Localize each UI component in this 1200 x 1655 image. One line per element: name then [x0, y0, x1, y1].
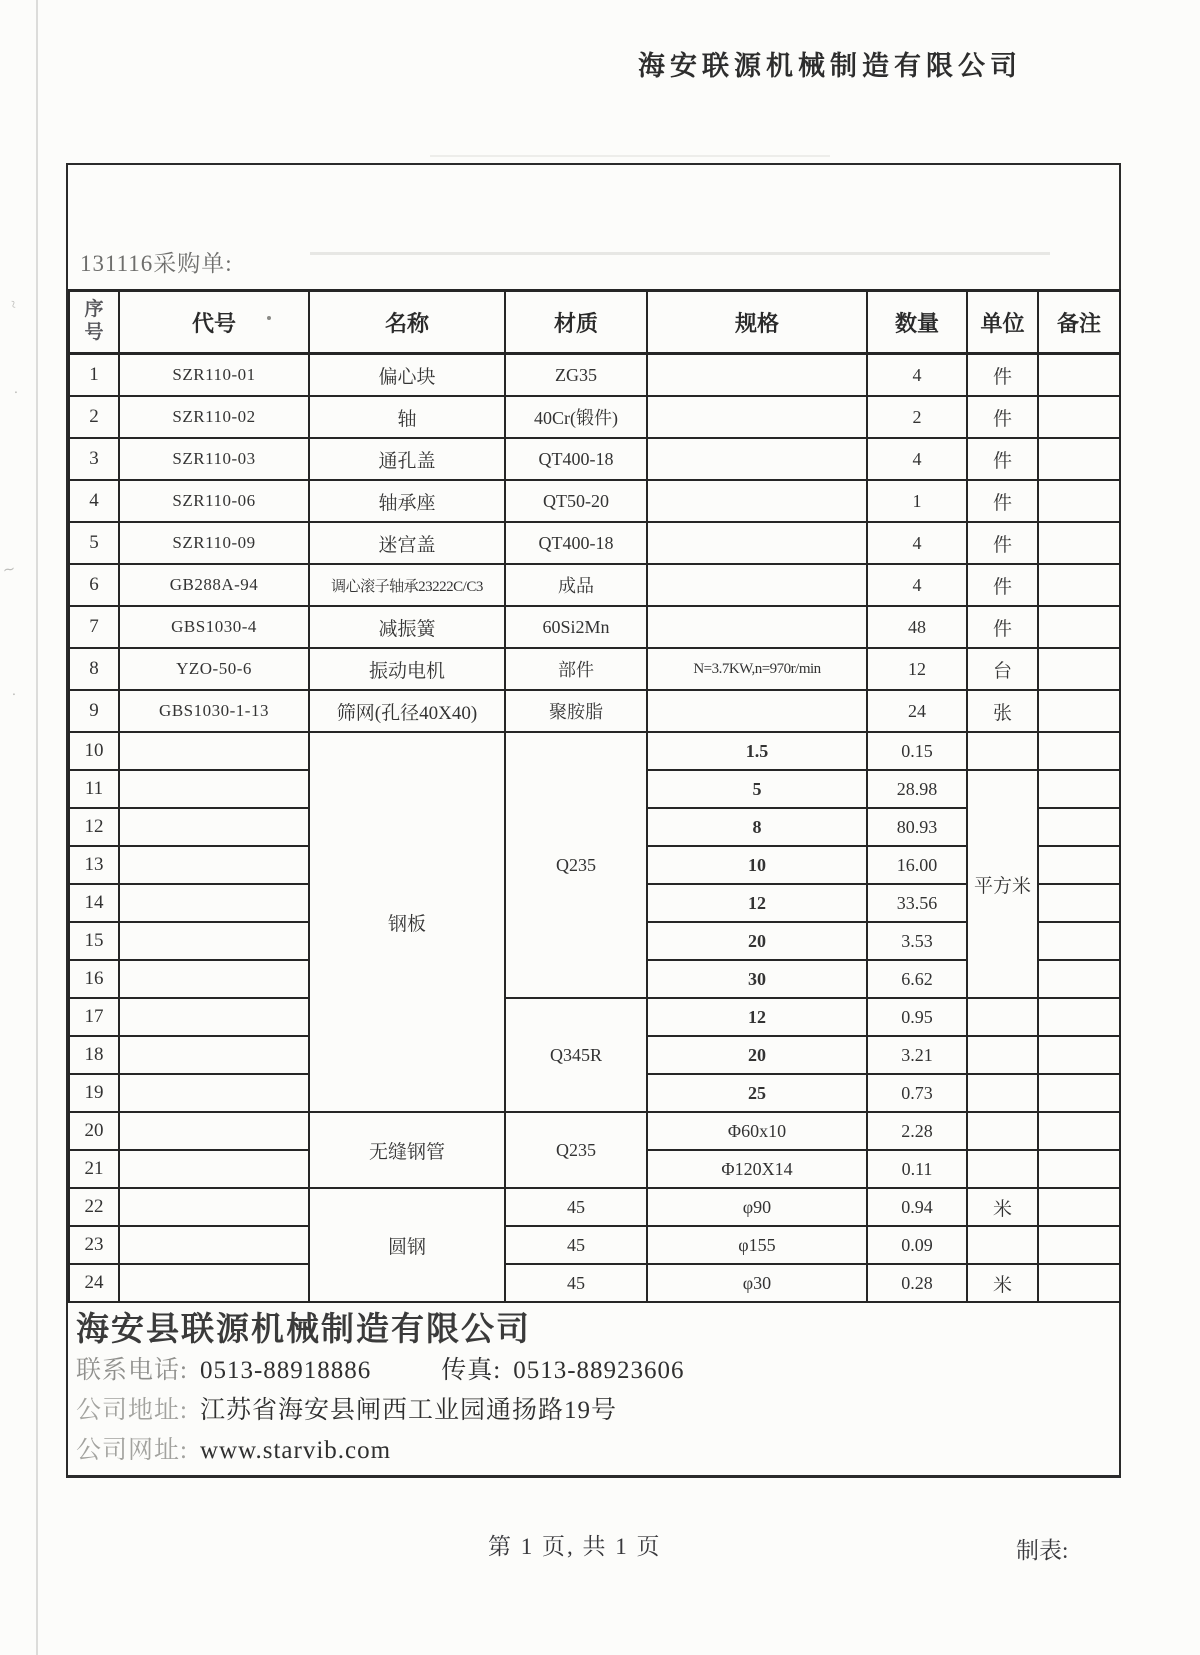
cell-note — [1038, 770, 1120, 808]
cell-qty: 0.94 — [867, 1188, 967, 1226]
cell-index: 23 — [69, 1226, 119, 1264]
cell-spec: 12 — [647, 884, 867, 922]
cell-note — [1038, 998, 1120, 1036]
cell-index: 4 — [69, 480, 119, 522]
scan-speck: · — [4, 690, 22, 699]
cell-spec: 20 — [647, 1036, 867, 1074]
column-header-qty: 数量 — [867, 291, 967, 354]
column-header-unit: 单位 — [967, 291, 1038, 354]
cell-spec: φ90 — [647, 1188, 867, 1226]
cell-material: 成品 — [505, 564, 647, 606]
scan-speck: ~ — [3, 299, 22, 310]
cell-unit: 件 — [967, 522, 1038, 564]
table-row — [69, 606, 1120, 648]
cell-material: QT400-18 — [505, 522, 647, 564]
cell-note — [1038, 1112, 1120, 1150]
table-row — [69, 690, 1120, 732]
cell-code: SZR110-09 — [119, 522, 309, 564]
table-row — [69, 1226, 1120, 1264]
cell-note — [1038, 922, 1120, 960]
cell-note — [1038, 648, 1120, 690]
cell-material: QT50-20 — [505, 480, 647, 522]
cell-material: QT400-18 — [505, 438, 647, 480]
cell-note — [1038, 1036, 1120, 1074]
cell-qty: 3.53 — [867, 922, 967, 960]
table-row — [69, 522, 1120, 564]
cell-note — [1038, 690, 1120, 732]
cell-spec — [647, 522, 867, 564]
cell-material: 60Si2Mn — [505, 606, 647, 648]
cell-spec — [647, 354, 867, 397]
cell-qty: 6.62 — [867, 960, 967, 998]
cell-index: 8 — [69, 648, 119, 690]
website-line — [76, 1431, 1119, 1471]
scan-edge-artifact — [36, 0, 38, 1655]
address-line — [76, 1391, 1119, 1431]
cell-spec — [647, 690, 867, 732]
cell-code — [119, 808, 309, 846]
cell-material: 45 — [505, 1226, 647, 1264]
cell-spec: 25 — [647, 1074, 867, 1112]
column-header-index: 序号 — [69, 291, 119, 354]
cell-qty: 0.73 — [867, 1074, 967, 1112]
cell-qty: 4 — [867, 438, 967, 480]
cell-qty: 3.21 — [867, 1036, 967, 1074]
cell-note — [1038, 606, 1120, 648]
cell-material: ZG35 — [505, 354, 647, 397]
cell-qty: 0.11 — [867, 1150, 967, 1188]
cell-index: 22 — [69, 1188, 119, 1226]
cell-note — [1038, 480, 1120, 522]
table-row — [69, 438, 1120, 480]
cell-note — [1038, 396, 1120, 438]
cell-qty: 2.28 — [867, 1112, 967, 1150]
cell-note — [1038, 354, 1120, 397]
cell-qty: 4 — [867, 564, 967, 606]
cell-index: 20 — [69, 1112, 119, 1150]
cell-index: 16 — [69, 960, 119, 998]
cell-code: SZR110-01 — [119, 354, 309, 397]
cell-unit: 米 — [967, 1264, 1038, 1302]
company-info-block — [68, 1303, 1119, 1471]
page-number-info: 第 1 页, 共 1 页 — [488, 1534, 662, 1559]
cell-material: Q235 — [505, 732, 647, 998]
cell-note — [1038, 1226, 1120, 1264]
cell-index: 5 — [69, 522, 119, 564]
cell-code — [119, 1074, 309, 1112]
cell-code: GBS1030-4 — [119, 606, 309, 648]
cell-note — [1038, 522, 1120, 564]
cell-note — [1038, 1150, 1120, 1188]
cell-index: 12 — [69, 808, 119, 846]
cell-spec: 20 — [647, 922, 867, 960]
cell-spec — [647, 564, 867, 606]
cell-unit: 件 — [967, 438, 1038, 480]
cell-index: 19 — [69, 1074, 119, 1112]
cell-unit: 米 — [967, 1188, 1038, 1226]
cell-code: SZR110-06 — [119, 480, 309, 522]
cell-name: 调心滚子轴承23222C/C3 — [309, 564, 505, 606]
table-row — [69, 564, 1120, 606]
cell-spec — [647, 438, 867, 480]
table-row — [69, 1112, 1120, 1150]
cell-code — [119, 960, 309, 998]
table-row — [69, 396, 1120, 438]
cell-index: 2 — [69, 396, 119, 438]
cell-index: 18 — [69, 1036, 119, 1074]
scan-speck: · — [6, 388, 24, 397]
cell-name: 筛网(孔径40X40) — [309, 690, 505, 732]
purchase-order-label: 131116采购单: — [80, 251, 233, 276]
cell-qty: 2 — [867, 396, 967, 438]
cell-name: 振动电机 — [309, 648, 505, 690]
cell-name: 轴承座 — [309, 480, 505, 522]
cell-qty: 0.09 — [867, 1226, 967, 1264]
po-table-body — [69, 354, 1120, 1303]
cell-name: 通孔盖 — [309, 438, 505, 480]
cell-qty: 4 — [867, 522, 967, 564]
cell-spec: Φ120X14 — [647, 1150, 867, 1188]
cell-code — [119, 1036, 309, 1074]
table-row — [69, 1264, 1120, 1302]
cell-note — [1038, 1074, 1120, 1112]
cell-spec: 5 — [647, 770, 867, 808]
cell-code — [119, 1150, 309, 1188]
column-header-name: 名称 — [309, 291, 505, 354]
cell-qty: 1 — [867, 480, 967, 522]
phone-number: 0513-88918886 — [199, 1357, 372, 1384]
cell-unit: 件 — [967, 480, 1038, 522]
cell-index: 11 — [69, 770, 119, 808]
cell-qty: 0.95 — [867, 998, 967, 1036]
cell-unit: 件 — [967, 606, 1038, 648]
cell-spec: 12 — [647, 998, 867, 1036]
cell-name: 轴 — [309, 396, 505, 438]
scan-streak-artifact — [430, 155, 830, 157]
cell-code: YZO-50-6 — [119, 648, 309, 690]
cell-index: 7 — [69, 606, 119, 648]
cell-index: 13 — [69, 846, 119, 884]
table-row — [69, 732, 1120, 770]
cell-code — [119, 770, 309, 808]
cell-code: GBS1030-1-13 — [119, 690, 309, 732]
column-header-material: 材质 — [505, 291, 647, 354]
cell-qty: 0.28 — [867, 1264, 967, 1302]
tabulator-label: 制表: — [1016, 1538, 1069, 1563]
po-table-head-row — [69, 291, 1120, 354]
cell-code: GB288A-94 — [119, 564, 309, 606]
cell-name: 减振簧 — [309, 606, 505, 648]
column-header-code: 代号 — [119, 291, 309, 354]
cell-note — [1038, 438, 1120, 480]
cell-spec: 8 — [647, 808, 867, 846]
scan-speck: ≀ — [0, 565, 17, 574]
cell-spec — [647, 606, 867, 648]
cell-code — [119, 922, 309, 960]
table-row — [69, 354, 1120, 397]
website-label: 公司网址: — [76, 1437, 188, 1464]
cell-spec: N=3.7KW,n=970r/min — [647, 648, 867, 690]
address-value: 江苏省海安县闸西工业园通扬路19号 — [199, 1397, 617, 1424]
cell-index: 6 — [69, 564, 119, 606]
cell-material: 45 — [505, 1264, 647, 1302]
cell-unit: 件 — [967, 354, 1038, 397]
cell-qty: 33.56 — [867, 884, 967, 922]
cell-material: 聚胺脂 — [505, 690, 647, 732]
cell-material: Q345R — [505, 998, 647, 1112]
cell-note — [1038, 1264, 1120, 1302]
cell-name: 无缝钢管 — [309, 1112, 505, 1188]
fax-label: 传真: — [441, 1357, 502, 1384]
cell-index: 1 — [69, 354, 119, 397]
cell-name: 迷宫盖 — [309, 522, 505, 564]
cell-qty: 12 — [867, 648, 967, 690]
cell-spec: φ155 — [647, 1226, 867, 1264]
cell-code — [119, 1188, 309, 1226]
column-header-note: 备注 — [1038, 291, 1120, 354]
cell-code — [119, 1226, 309, 1264]
table-row — [69, 648, 1120, 690]
cell-code: SZR110-03 — [119, 438, 309, 480]
cell-unit — [967, 1074, 1038, 1112]
cell-index: 10 — [69, 732, 119, 770]
address-label: 公司地址: — [76, 1397, 188, 1424]
cell-qty: 0.15 — [867, 732, 967, 770]
cell-index: 17 — [69, 998, 119, 1036]
cell-index: 3 — [69, 438, 119, 480]
cell-qty: 80.93 — [867, 808, 967, 846]
cell-spec — [647, 396, 867, 438]
cell-spec: φ30 — [647, 1264, 867, 1302]
cell-code: SZR110-02 — [119, 396, 309, 438]
cell-spec: 10 — [647, 846, 867, 884]
cell-note — [1038, 808, 1120, 846]
cell-material: Q235 — [505, 1112, 647, 1188]
cell-unit — [967, 732, 1038, 770]
cell-name: 偏心块 — [309, 354, 505, 397]
cell-unit — [967, 998, 1038, 1036]
cell-note — [1038, 732, 1120, 770]
company-name: 海安县联源机械制造有限公司 — [76, 1312, 531, 1348]
cell-note — [1038, 846, 1120, 884]
cell-material: 40Cr(锻件) — [505, 396, 647, 438]
table-row — [69, 1188, 1120, 1226]
purchase-order-table — [68, 289, 1121, 1303]
cell-code — [119, 732, 309, 770]
cell-code — [119, 846, 309, 884]
cell-qty: 16.00 — [867, 846, 967, 884]
cell-spec: Φ60x10 — [647, 1112, 867, 1150]
cell-code — [119, 884, 309, 922]
cell-unit — [967, 1112, 1038, 1150]
page-header-company-name: 海安联源机械制造有限公司 — [638, 51, 1022, 81]
cell-note — [1038, 960, 1120, 998]
cell-qty: 48 — [867, 606, 967, 648]
website-value: www.starvib.com — [199, 1437, 392, 1464]
cell-unit — [967, 1226, 1038, 1264]
cell-spec: 1.5 — [647, 732, 867, 770]
cell-spec — [647, 480, 867, 522]
fax-number: 0513-88923606 — [513, 1357, 685, 1384]
cell-qty: 24 — [867, 690, 967, 732]
cell-qty: 28.98 — [867, 770, 967, 808]
cell-qty: 4 — [867, 354, 967, 397]
cell-note — [1038, 884, 1120, 922]
cell-code — [119, 998, 309, 1036]
cell-unit: 张 — [967, 690, 1038, 732]
cell-code — [119, 1264, 309, 1302]
cell-index: 21 — [69, 1150, 119, 1188]
cell-index: 15 — [69, 922, 119, 960]
cell-name: 钢板 — [309, 732, 505, 1112]
cell-unit: 台 — [967, 648, 1038, 690]
table-row — [69, 480, 1120, 522]
cell-unit: 平方米 — [967, 770, 1038, 998]
cell-name: 圆钢 — [309, 1188, 505, 1302]
cell-material: 45 — [505, 1188, 647, 1226]
cell-note — [1038, 564, 1120, 606]
cell-index: 9 — [69, 690, 119, 732]
cell-index: 24 — [69, 1264, 119, 1302]
cell-unit: 件 — [967, 564, 1038, 606]
cell-spec: 30 — [647, 960, 867, 998]
cell-code — [119, 1112, 309, 1150]
column-header-spec: 规格 — [647, 291, 867, 354]
cell-material: 部件 — [505, 648, 647, 690]
cell-unit: 件 — [967, 396, 1038, 438]
phone-label: 联系电话: — [76, 1357, 188, 1384]
cell-note — [1038, 1188, 1120, 1226]
cell-unit — [967, 1036, 1038, 1074]
cell-index: 14 — [69, 884, 119, 922]
table-row — [69, 998, 1120, 1036]
document-frame — [66, 163, 1121, 1478]
phone-fax-line — [76, 1351, 1119, 1391]
cell-unit — [967, 1150, 1038, 1188]
